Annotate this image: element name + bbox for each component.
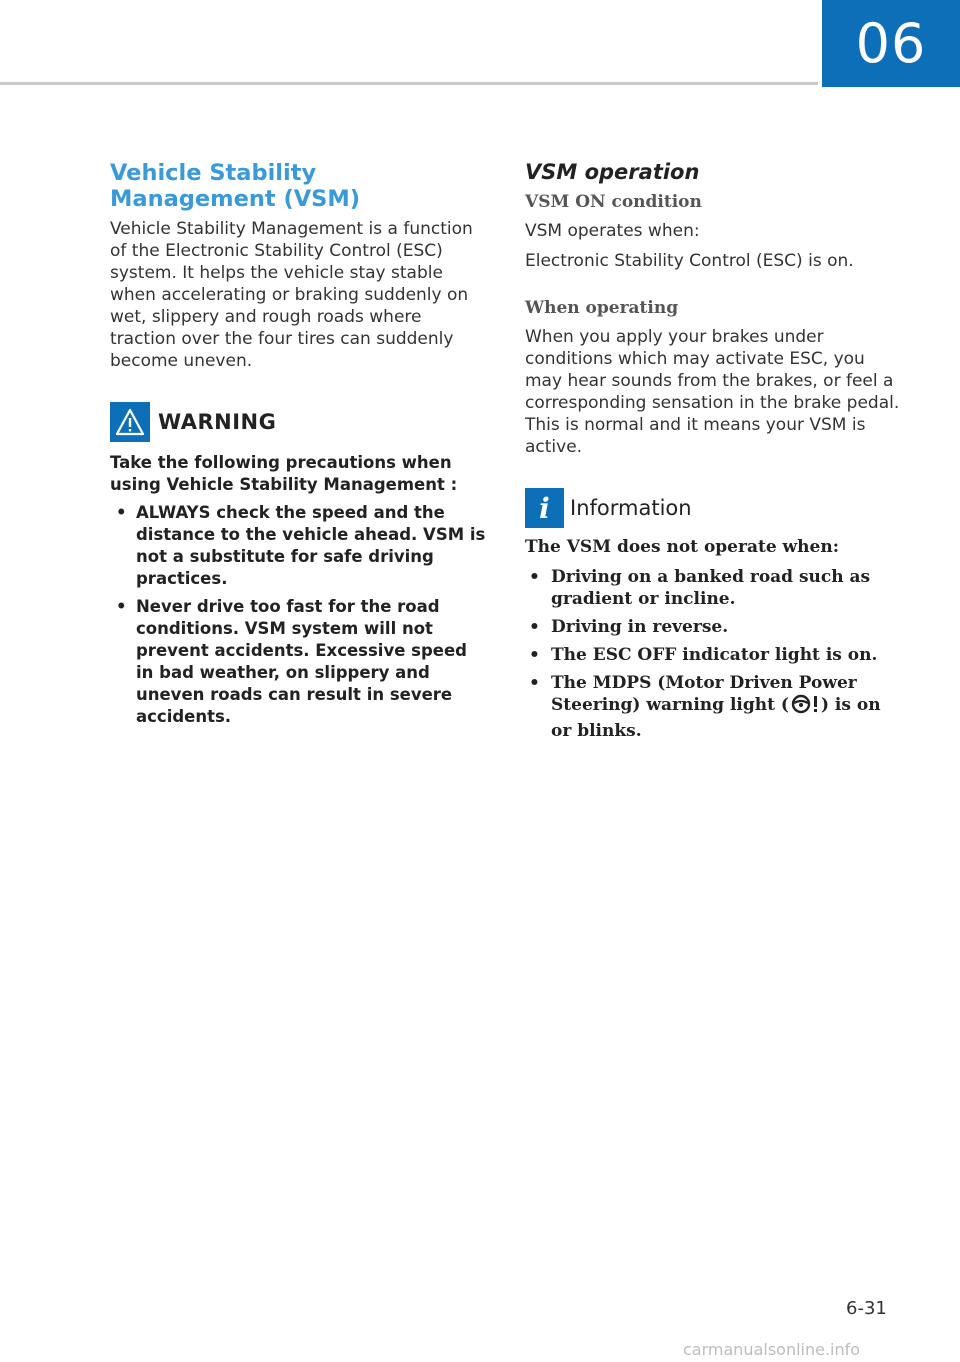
chapter-tab bbox=[822, 0, 960, 87]
list-item: • Never drive too fast for the road conditions. VSM system will not prevent accidents. Excessive speed in bad weather, on slippery and uneven roads can result in severe accidents. bbox=[110, 596, 488, 728]
information-icon: i bbox=[525, 488, 564, 528]
intro-paragraph: Vehicle Stability Management is a function of the Electronic Stability Control (ESC) system. It helps the vehicle stay stable when accelerating or braking suddenly on wet, slippery and rough roads where traction over the four tires can suddenly become uneven. bbox=[110, 219, 473, 371]
information-list bbox=[525, 566, 905, 742]
warning-list bbox=[110, 502, 488, 728]
list-item: • Driving on a banked road such as gradient or incline. bbox=[525, 566, 905, 610]
header-rule bbox=[0, 82, 818, 85]
warning-header bbox=[110, 402, 488, 442]
list-item-mdps bbox=[525, 672, 905, 742]
steering-wheel-warning-icon bbox=[790, 694, 820, 720]
list-item: • The ESC OFF indicator light is on. bbox=[525, 644, 905, 666]
page-number: 6-31 bbox=[846, 1298, 887, 1319]
on-condition-line-1: VSM operates when: bbox=[525, 221, 700, 241]
spacer bbox=[525, 272, 905, 286]
list-item: • ALWAYS check the speed and the distance to the vehicle ahead. VSM is not a substitute for safe driving practices. bbox=[110, 502, 488, 590]
vsm-operation-title: VSM operation bbox=[525, 160, 700, 184]
when-operating-heading: When operating bbox=[525, 298, 679, 318]
section-title: Vehicle Stability Management (VSM) bbox=[110, 160, 361, 212]
information-title: Information bbox=[570, 496, 692, 520]
warning-triangle-icon bbox=[110, 402, 150, 442]
mdps-text-before: The MDPS (Motor Driven Power Steering) warning light ( bbox=[551, 673, 857, 715]
when-operating-text: When you apply your brakes under conditions which may activate ESC, you may hear sounds from the brakes, or feel a corresponding sensation in the brake pedal. This is normal and it means your VSM is active. bbox=[525, 327, 900, 457]
warning-lead: Take the following precautions when using Vehicle Stability Management : bbox=[110, 453, 458, 494]
left-column bbox=[110, 160, 488, 734]
watermark: carmanualsonline.info bbox=[683, 1340, 861, 1359]
list-item: • Driving in reverse. bbox=[525, 616, 905, 638]
on-condition-heading: VSM ON condition bbox=[525, 192, 702, 212]
warning-title: WARNING bbox=[158, 410, 277, 434]
right-column bbox=[525, 160, 905, 748]
chapter-number: 06 bbox=[855, 12, 927, 75]
information-header bbox=[525, 488, 905, 528]
mdps-text-after: ) is on or blinks. bbox=[551, 695, 881, 741]
on-condition-line-2: Electronic Stability Control (ESC) is on. bbox=[525, 251, 854, 271]
information-lead: The VSM does not operate when: bbox=[525, 537, 839, 557]
